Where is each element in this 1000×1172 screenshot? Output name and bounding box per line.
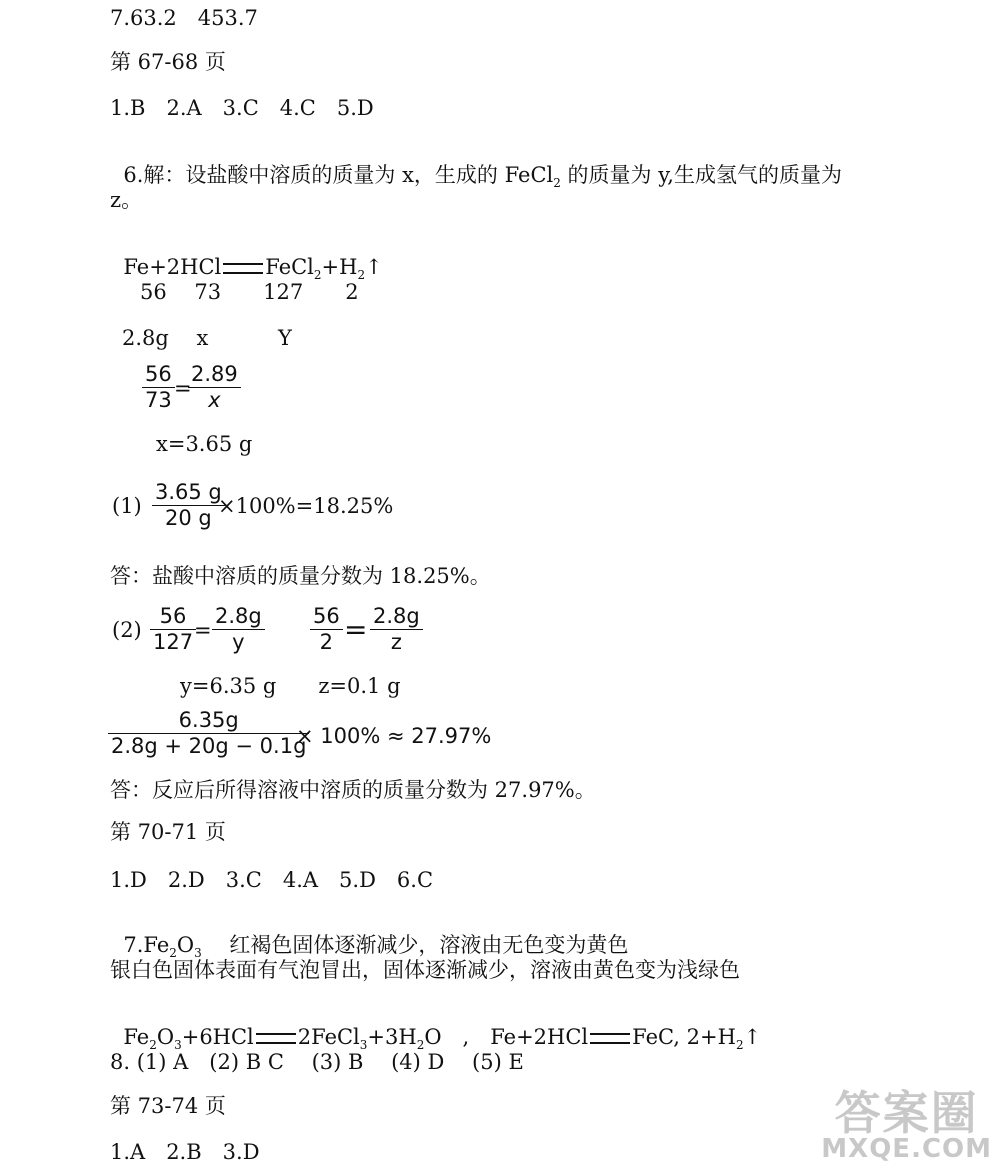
subscript: 2 (313, 268, 322, 283)
part-2-label: (2) (112, 618, 142, 642)
part-2-result: × 100% ≈ 27.97% (296, 724, 492, 748)
subscript: 3 (174, 1038, 182, 1053)
section-heading-73-74: 第 73-74 页 (110, 1094, 226, 1118)
fraction-56-2 (310, 604, 343, 655)
fraction-denominator: 73 (145, 388, 172, 413)
fraction-denominator: 2.8g + 20g − 0.1g (111, 734, 307, 759)
subscript: 3 (194, 946, 202, 961)
solution-intro-cont: z。 (110, 188, 143, 212)
fe-prefix: 7.Fe (123, 933, 170, 957)
water-term: +3H (367, 1025, 417, 1049)
solution-intro-text-2: 的质量为 y,生成氢气的质量为 (560, 163, 842, 187)
fraction-2.89-x (188, 362, 241, 413)
reactants: Fe+2HCl (123, 255, 222, 279)
fraction-denominator: y (232, 630, 245, 655)
subscript: 2 (553, 176, 561, 191)
hcl-term: +6HCl (181, 1025, 254, 1049)
gas-arrow-icon: ↑ (743, 1025, 762, 1049)
product-h2: +H (321, 255, 358, 279)
answer-line-7: 7.63.2 453.7 (110, 6, 258, 30)
second-equation-reactants: O , Fe+2HCl (424, 1025, 589, 1049)
double-line-sign (223, 263, 263, 274)
section-heading-70-71: 第 70-71 页 (110, 820, 226, 844)
watermark-top: 答案圈 (834, 1086, 979, 1140)
fraction-numerator: 6.35g (108, 708, 309, 734)
solution-intro-text-1: 6.解：设盐酸中溶质的质量为 x，生成的 FeCl (123, 163, 554, 187)
gas-arrow-icon: ↑ (365, 255, 383, 279)
fraction-denominator: 2 (319, 630, 334, 655)
equals-sign: = (194, 618, 212, 642)
fraction-denominator: 20 g (165, 506, 212, 531)
second-equation-products: FeC, 2+H (632, 1025, 736, 1049)
fraction-numerator: 56 (150, 604, 196, 630)
y-z-results: y=6.35 g z=0.1 g (180, 674, 401, 698)
reaction-equation-1 (110, 236, 383, 281)
fraction-numerator: 2.89 (188, 362, 241, 388)
part-1-label: (1) (112, 494, 142, 518)
solution-intro (110, 144, 842, 189)
fraction-56-127 (150, 604, 196, 655)
answer-2: 答：反应后所得溶液中溶质的质量分数为 27.97%。 (110, 778, 596, 802)
subscript: 3 (359, 1038, 368, 1053)
section-heading-67-68: 第 67-68 页 (110, 50, 226, 74)
equals-sign: = (344, 613, 368, 646)
fraction-56-73 (142, 362, 175, 413)
fraction-numerator: 56 (142, 362, 175, 388)
answers-1-5: 1.B 2.A 3.C 4.C 5.D (110, 96, 374, 120)
observation-1: 红褐色固体逐渐减少，溶液由无色变为黄色 (201, 933, 629, 957)
oxygen: O (156, 1025, 175, 1049)
fe: Fe (123, 1025, 150, 1049)
subscript: 2 (149, 1038, 157, 1053)
answer-8: 8. (1) A (2) B C (3) B (4) D (5) E (110, 1050, 524, 1074)
subscript: 2 (169, 946, 177, 961)
x-result: x=3.65 g (156, 432, 253, 456)
oxygen: O (176, 933, 195, 957)
fraction-solution-concentration (108, 708, 309, 759)
fraction-numerator: 3.65 g (152, 480, 225, 506)
fecl-term: 2FeCl (297, 1025, 360, 1049)
subscript: 2 (357, 268, 366, 283)
subscript: 2 (416, 1038, 425, 1053)
equals-sign: = (174, 376, 192, 400)
reaction-equations-2 (110, 1006, 761, 1051)
answers-73-74: 1.A 2.B 3.D (110, 1140, 260, 1164)
answers-1-6: 1.D 2.D 3.C 4.A 5.D 6.C (110, 868, 434, 892)
fraction-numerator: 56 (310, 604, 343, 630)
observation-2: 银白色固体表面有气泡冒出，固体逐渐减少，溶液由黄色变为浅绿色 (110, 958, 740, 982)
part-1-result: ×100%=18.25% (218, 494, 394, 518)
known-unknowns: 2.8g x Y (122, 326, 292, 350)
watermark-url: MXQE.COM (821, 1134, 992, 1164)
watermark-logo (821, 1086, 992, 1164)
fraction-numerator: 2.8g (212, 604, 265, 630)
product-fecl2: FeCl (265, 255, 314, 279)
answer-1: 答：盐酸中溶质的质量分数为 18.25%。 (110, 564, 491, 588)
fraction-2.8-z (370, 604, 423, 655)
fraction-2.8-y (212, 604, 265, 655)
fraction-3.65-20 (152, 480, 225, 531)
fraction-denominator: 127 (153, 630, 194, 655)
double-line-sign (590, 1033, 630, 1044)
subscript: 2 (735, 1038, 744, 1053)
fraction-denominator: z (390, 630, 402, 655)
double-line-sign (256, 1033, 296, 1044)
fraction-numerator: 2.8g (370, 604, 423, 630)
molar-masses: 56 73 127 2 (140, 280, 359, 304)
fraction-denominator: x (208, 388, 221, 413)
answer-7-line-1 (110, 914, 628, 959)
